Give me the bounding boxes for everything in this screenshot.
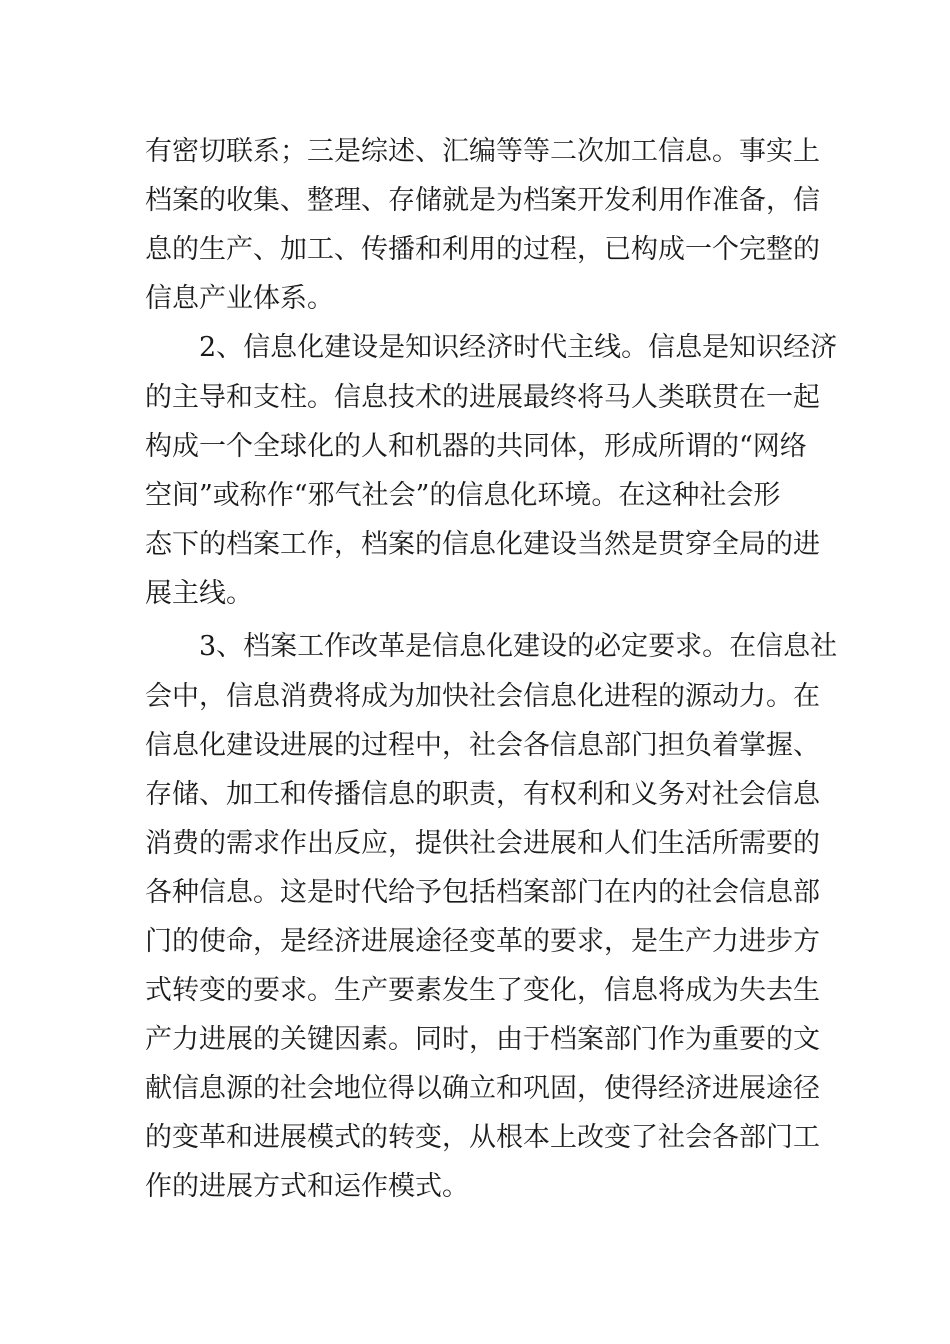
- text-line: 息的生产、加工、传播和利用的过程，已构成一个完整的: [145, 234, 820, 265]
- text-line: 构成一个全球化的人和机器的共同体，形成所谓的“网络: [145, 431, 807, 462]
- text-line: 献信息源的社会地位得以确立和巩固，使得经济进展途径: [145, 1073, 820, 1104]
- text-line: 信息产业体系。: [145, 283, 334, 314]
- paragraph-3-start: 3、档案工作改革是信息化建设的必定要求。在信息社: [199, 631, 838, 662]
- text-line: 门的使命，是经济进展途径变革的要求，是生产力进步方: [145, 926, 820, 957]
- text-line: 消费的需求作出反应，提供社会进展和人们生活所需要的: [145, 828, 820, 859]
- text-line: 信息化建设进展的过程中，社会各信息部门担负着掌握、: [145, 730, 820, 761]
- text-line: 的变革和进展模式的转变，从根本上改变了社会各部门工: [145, 1122, 820, 1153]
- text-line: 的主导和支柱。信息技术的进展最终将马人类联贯在一起: [145, 382, 820, 413]
- text-line: 展主线。: [145, 578, 253, 609]
- text-line: 空间”或称作“邪气社会”的信息化环境。在这种社会形: [145, 480, 781, 511]
- text-line: 作的进展方式和运作模式。: [145, 1171, 469, 1202]
- text-line: 式转变的要求。生产要素发生了变化，信息将成为失去生: [145, 975, 820, 1006]
- text-line: 产力进展的关键因素。同时，由于档案部门作为重要的文: [145, 1024, 820, 1055]
- text-line: 会中，信息消费将成为加快社会信息化进程的源动力。在: [145, 681, 820, 712]
- text-line: 态下的档案工作，档案的信息化建设当然是贯穿全局的进: [145, 529, 820, 560]
- text-line: 有密切联系；三是综述、汇编等等二次加工信息。事实上: [145, 136, 820, 167]
- paragraph-2-start: 2、信息化建设是知识经济时代主线。信息是知识经济: [199, 332, 838, 363]
- text-line: 各种信息。这是时代给予包括档案部门在内的社会信息部: [145, 877, 820, 908]
- text-line: 存储、加工和传播信息的职责，有权利和义务对社会信息: [145, 779, 820, 810]
- text-line: 档案的收集、整理、存储就是为档案开发利用作准备，信: [145, 185, 820, 216]
